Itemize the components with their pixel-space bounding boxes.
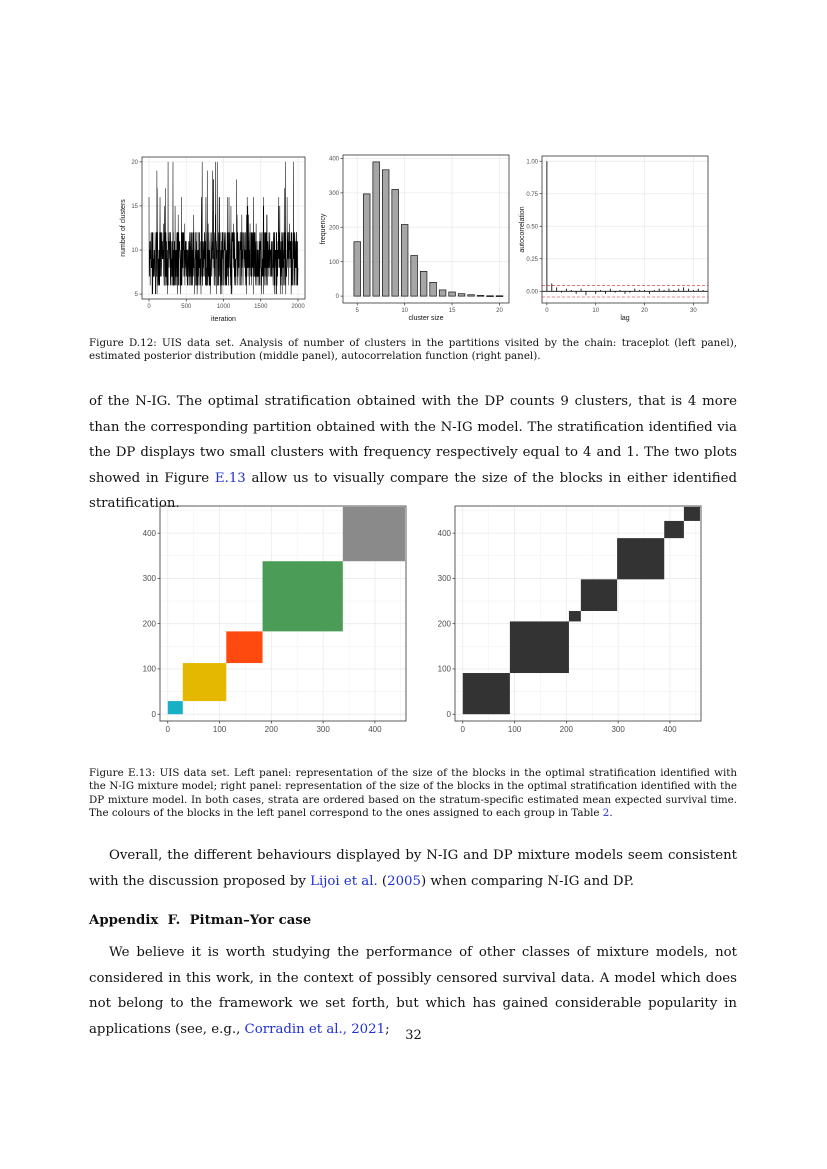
trace-y-axis-label: number of clusters <box>120 199 127 257</box>
nig-block-1 <box>168 701 183 714</box>
corradin-citation-link[interactable]: Corradin et al., 2021 <box>244 1021 386 1037</box>
dp-x-tick-label: 100 <box>507 725 522 734</box>
figure-e13-label: Figure E.13: <box>89 767 156 779</box>
trace-y-tick-label: 5 <box>134 292 138 299</box>
lijoi-citation-link[interactable]: Lijoi et al. <box>310 873 378 889</box>
hist-x-axis-label: cluster size <box>408 315 444 322</box>
dp-block-4 <box>581 579 617 611</box>
paragraph-text: of the N-IG. The optimal stratification obtained with the DP counts 9 clusters, that is 4 more than the corresponding partition obtained with the N-IG model. The stratification identified via the DP displays two small clusters with frequency respectively equal to 4 and 1. The two plots showed in Figure <box>89 394 737 486</box>
dp-y-tick-label: 200 <box>437 619 451 629</box>
nig-block-2 <box>183 663 227 701</box>
nig-y-tick-label: 400 <box>142 528 156 538</box>
hist-bar-9 <box>392 189 399 296</box>
paragraph-stratification <box>89 389 737 517</box>
nig-x-tick-label: 200 <box>264 725 279 734</box>
acf-y-tick-label: 0.25 <box>526 256 538 263</box>
dp-block-1 <box>463 673 510 714</box>
trace-y-tick-label: 20 <box>131 159 138 166</box>
acf-y-tick-label: 0.50 <box>526 224 538 231</box>
dp-x-tick-label: 300 <box>611 725 625 734</box>
hist-x-tick-label: 20 <box>496 308 503 314</box>
hist-y-axis-label: frequency <box>320 213 327 245</box>
dp-y-tick-label: 400 <box>437 528 451 538</box>
figure-e13-text: UIS data set. Left panel: representation of the size of the blocks in the optimal stratification identified with the N-IG mixture model; right panel: representation of the size of the blocks in the optimal stratification identified with the DP mixture model. In both cases, strata are ordered based on the stratum-specific estimated mean expected survival time. The colours of the blocks in the left panel correspond to the ones assigned to each group in Table <box>89 767 738 820</box>
dp-block-5 <box>617 538 664 579</box>
figure-e13-caption <box>89 767 737 821</box>
paragraph-text: Overall, the different behaviours displayed by N-IG and DP mixture models seem consistent with the discussion proposed by <box>89 848 737 889</box>
hist-bar-20 <box>496 296 503 297</box>
hist-x-tick-label: 5 <box>355 308 359 314</box>
hist-y-tick-label: 100 <box>328 259 339 266</box>
nig-y-tick-label: 300 <box>142 574 156 584</box>
nig-y-tick-label: 0 <box>151 710 156 720</box>
acf-x-tick-label: 20 <box>641 308 648 314</box>
paragraph-text-end: ; <box>385 1021 390 1037</box>
dp-x-tick-label: 0 <box>460 725 465 734</box>
hist-x-tick-label: 15 <box>448 308 456 314</box>
trace-x-tick-label: 500 <box>181 304 192 310</box>
trace-x-axis-label: iteration <box>211 316 236 323</box>
acf-x-axis-label: lag <box>620 315 630 322</box>
dp-block-3 <box>569 611 581 621</box>
nig-x-tick-label: 300 <box>316 725 330 734</box>
page-number: 32 <box>405 1028 422 1043</box>
acf-y-tick-label: 1.00 <box>526 159 538 166</box>
hist-bar-5 <box>354 242 361 296</box>
hist-y-tick-label: 0 <box>335 294 339 301</box>
dp-y-tick-label: 300 <box>437 574 451 584</box>
hist-x-tick-label: 10 <box>401 308 409 314</box>
hist-bar-6 <box>363 194 370 296</box>
nig-block-5 <box>343 507 405 561</box>
nig-x-tick-label: 0 <box>165 725 170 734</box>
appendix-heading: Appendix F. Pitman–Yor case <box>89 913 312 928</box>
hist-bar-12 <box>420 271 427 296</box>
figure-d12-label: Figure D.12: <box>89 337 157 349</box>
trace-y-tick-label: 15 <box>131 204 138 211</box>
hist-bar-18 <box>477 295 484 296</box>
dp-block-2 <box>510 621 569 673</box>
traceplot-chart <box>113 150 310 325</box>
nig-block-4 <box>263 561 343 631</box>
trace-x-tick-label: 1500 <box>254 304 268 310</box>
hist-bar-15 <box>449 292 456 296</box>
nig-x-tick-label: 100 <box>212 725 227 734</box>
paragraph-text: We believe it is worth studying the performance of other classes of mixture models, not considered in this work, in the context of possibly censored survival data. A model which does not belong to the framework we set forth, but which has gained considerable popularity in applications (see, e.g., <box>89 945 737 1037</box>
dp-y-tick-label: 0 <box>446 710 451 720</box>
nig-y-tick-label: 200 <box>142 619 156 629</box>
hist-bar-19 <box>487 296 494 297</box>
hist-bar-10 <box>401 225 408 297</box>
acf-x-tick-label: 10 <box>592 308 600 314</box>
cluster-size-histogram <box>316 150 513 325</box>
lijoi-year-link[interactable]: 2005 <box>387 873 421 889</box>
paragraph-text-end: allow us to visually compare the size of the blocks in either identified stratification. <box>89 470 737 512</box>
trace-x-tick-label: 0 <box>147 304 151 310</box>
figure-e13-caption-end: . <box>609 807 613 820</box>
acf-panel-border <box>542 156 708 303</box>
acf-x-tick-label: 30 <box>690 308 697 314</box>
acf-y-axis-label: autocorrelation <box>519 206 526 253</box>
paragraph-behaviours: Overall, the different behaviours displayed by N-IG and DP mixture models seem consistent with the discussion proposed by Lijoi et al. (2005) when comparing N-IG and DP. <box>89 848 737 889</box>
hist-y-tick-label: 300 <box>328 190 339 197</box>
paragraph-text-end: when comparing N-IG and DP. <box>430 873 635 889</box>
trace-x-tick-label: 1000 <box>216 304 231 310</box>
dp-y-tick-label: 100 <box>437 664 451 674</box>
hist-bar-7 <box>373 162 380 296</box>
hist-bar-14 <box>439 290 446 296</box>
dp-blocks-chart <box>423 500 705 740</box>
acf-y-tick-label: 0.75 <box>526 191 538 198</box>
hist-bar-8 <box>382 170 389 296</box>
nig-blocks-chart <box>128 500 410 740</box>
hist-bar-13 <box>430 282 437 296</box>
table-2-link[interactable]: 2 <box>602 807 610 820</box>
figure-d12-text: UIS data set. Analysis of number of clusters in the partitions visited by the chain: traceplot (left panel), estimated posterior distribution (middle panel), autocorrelation function (right panel). <box>89 337 737 363</box>
autocorrelation-chart <box>515 150 713 325</box>
hist-bar-17 <box>468 295 475 296</box>
acf-x-tick-label: 0 <box>545 308 549 314</box>
figure-e13-link[interactable]: E.13 <box>214 470 246 486</box>
dp-block-6 <box>664 521 684 538</box>
trace-x-tick-label: 2000 <box>291 304 305 310</box>
figure-d12-caption <box>89 337 737 364</box>
dp-x-tick-label: 400 <box>663 725 677 734</box>
dp-x-tick-label: 200 <box>559 725 574 734</box>
nig-y-tick-label: 100 <box>142 664 156 674</box>
dp-block-7 <box>684 507 700 521</box>
hist-bar-16 <box>458 294 465 296</box>
hist-y-tick-label: 200 <box>328 225 339 232</box>
acf-y-tick-label: 0.00 <box>526 289 538 296</box>
nig-x-tick-label: 400 <box>368 725 382 734</box>
hist-y-tick-label: 400 <box>328 156 339 163</box>
trace-y-tick-label: 10 <box>131 248 138 255</box>
hist-bar-11 <box>411 256 418 297</box>
nig-block-3 <box>226 631 262 663</box>
